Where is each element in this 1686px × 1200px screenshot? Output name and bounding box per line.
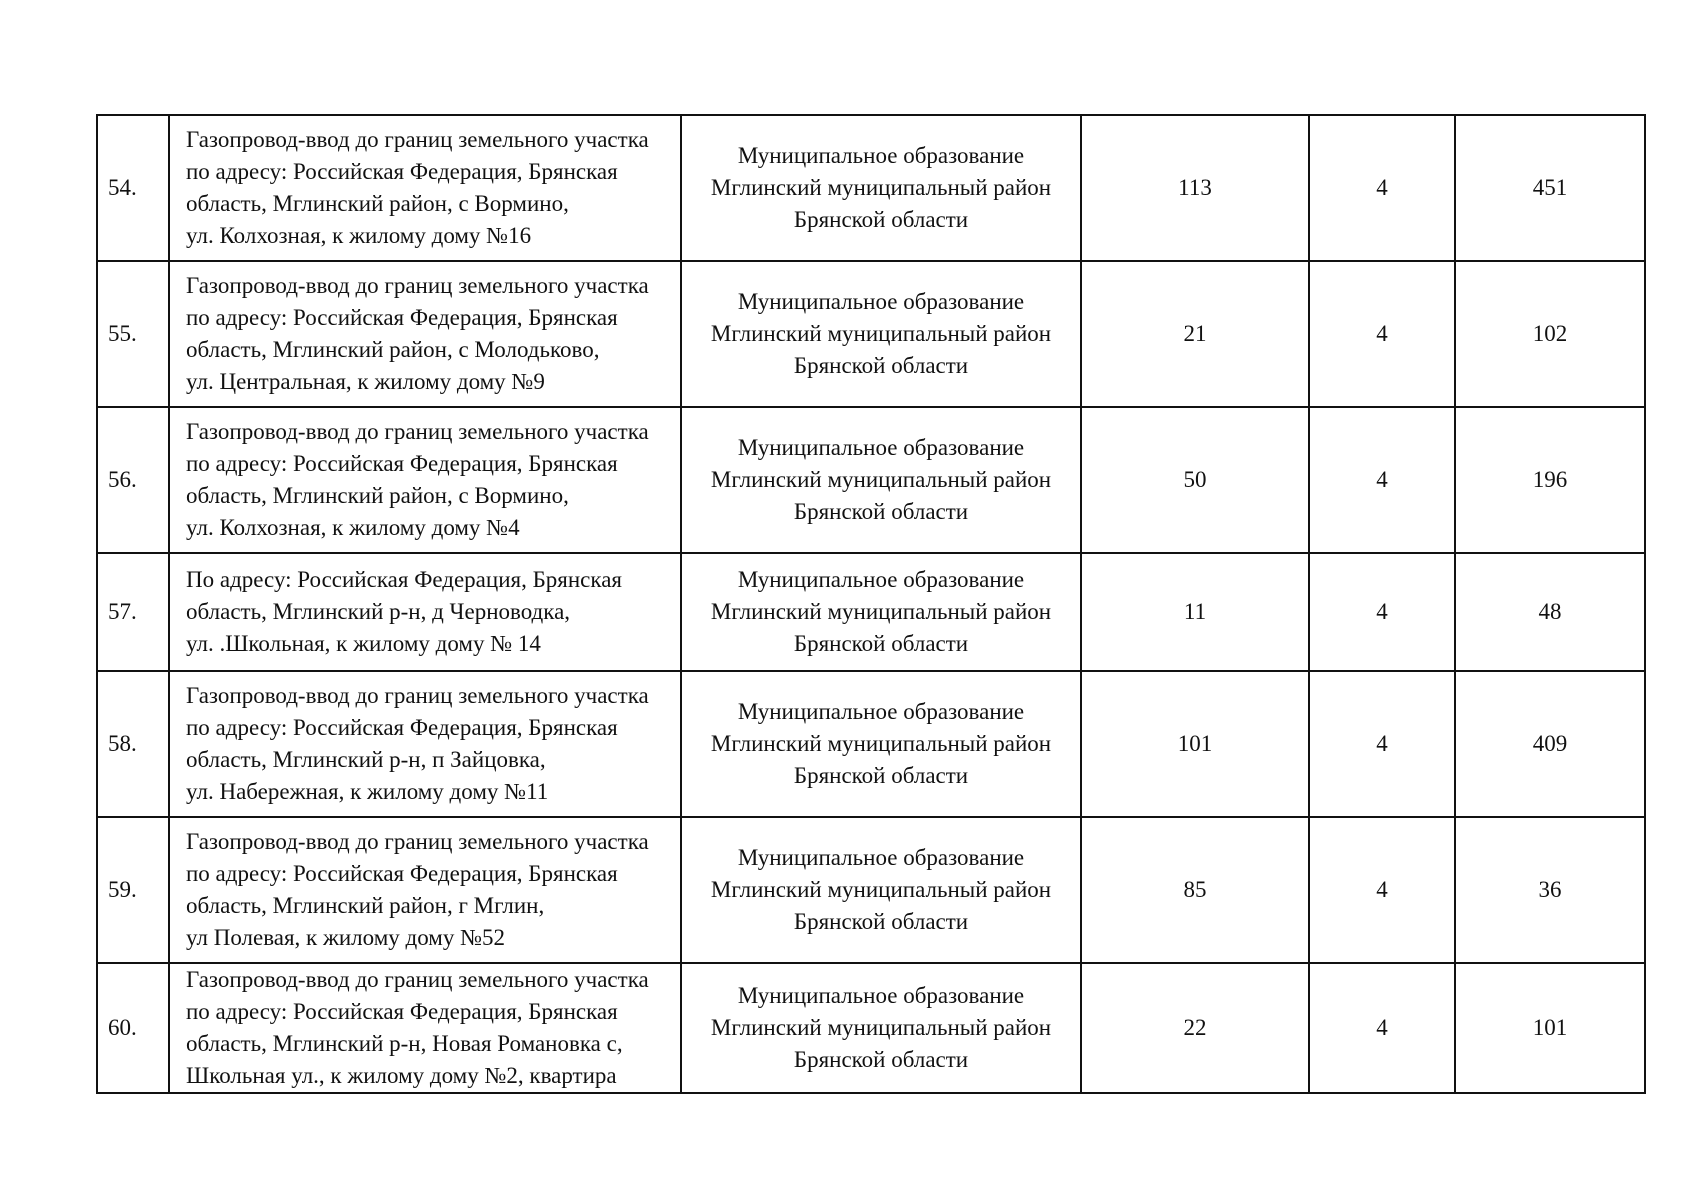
owner-cell	[681, 671, 1081, 817]
owner-line: Муниципальное образование	[737, 567, 1025, 592]
registry-table	[96, 114, 1646, 1094]
description-line: Газопровод-ввод до границ земельного участка	[186, 127, 649, 152]
value-cell-2: 4	[1309, 963, 1455, 1093]
owner-cell	[681, 261, 1081, 407]
owner-line: Муниципальное образование	[737, 435, 1025, 460]
value-cell-2: 4	[1309, 671, 1455, 817]
owner-line: Брянской области	[793, 207, 969, 232]
value-cell-2: 4	[1309, 115, 1455, 261]
description-line: ул. Набережная, к жилому дому №11	[186, 779, 549, 804]
description-line: ул. .Школьная, к жилому дому № 14	[186, 631, 541, 656]
value-cell-2: 4	[1309, 817, 1455, 963]
description-line: по адресу: Российская Федерация, Брянская	[186, 861, 618, 886]
object-description	[169, 553, 681, 671]
description-line: Газопровод-ввод до границ земельного участка	[186, 419, 649, 444]
value-cell-3: 451	[1455, 115, 1645, 261]
row-number: 58.	[97, 671, 169, 817]
row-number: 59.	[97, 817, 169, 963]
row-number: 57.	[97, 553, 169, 671]
description-line: область, Мглинский район, с Вормино,	[186, 483, 569, 508]
owner-line: Мглинский муниципальный район	[710, 175, 1052, 200]
owner-line: Брянской области	[793, 763, 969, 788]
value-cell-2: 4	[1309, 261, 1455, 407]
owner-cell	[681, 553, 1081, 671]
owner-cell	[681, 817, 1081, 963]
value-cell-1: 21	[1081, 261, 1309, 407]
description-line: ул. Колхозная, к жилому дому №16	[186, 223, 532, 248]
row-number: 55.	[97, 261, 169, 407]
description-line: ул. Колхозная, к жилому дому №4	[186, 515, 520, 540]
value-cell-1: 85	[1081, 817, 1309, 963]
row-number: 56.	[97, 407, 169, 553]
description-line: ул Полевая, к жилому дому №52	[186, 925, 506, 950]
description-line: область, Мглинский район, с Вормино,	[186, 191, 569, 216]
description-line: по адресу: Российская Федерация, Брянская	[186, 305, 618, 330]
description-line: Газопровод-ввод до границ земельного участка	[186, 273, 649, 298]
table-row	[97, 817, 1645, 963]
table-row	[97, 115, 1645, 261]
owner-line: Муниципальное образование	[737, 289, 1025, 314]
owner-line: Брянской области	[793, 1047, 969, 1072]
object-description	[169, 407, 681, 553]
object-description	[169, 261, 681, 407]
description-line: по адресу: Российская Федерация, Брянская	[186, 159, 618, 184]
owner-line: Муниципальное образование	[737, 699, 1025, 724]
value-cell-3: 102	[1455, 261, 1645, 407]
table-row	[97, 261, 1645, 407]
owner-line: Брянской области	[793, 631, 969, 656]
owner-cell	[681, 407, 1081, 553]
owner-line: Мглинский муниципальный район	[710, 731, 1052, 756]
value-cell-1: 22	[1081, 963, 1309, 1093]
value-cell-1: 101	[1081, 671, 1309, 817]
description-line: Школьная ул., к жилому дому №2, квартира	[186, 1063, 617, 1088]
owner-line: Брянской области	[793, 353, 969, 378]
description-line: по адресу: Российская Федерация, Брянская	[186, 715, 618, 740]
value-cell-3: 48	[1455, 553, 1645, 671]
description-line: Газопровод-ввод до границ земельного участка	[186, 683, 649, 708]
owner-line: Муниципальное образование	[737, 845, 1025, 870]
value-cell-3: 409	[1455, 671, 1645, 817]
description-line: область, Мглинский район, с Молодьково,	[186, 337, 600, 362]
object-description	[169, 115, 681, 261]
object-description	[169, 817, 681, 963]
owner-line: Муниципальное образование	[737, 983, 1025, 1008]
description-line: По адресу: Российская Федерация, Брянская	[186, 567, 623, 592]
description-line: Газопровод-ввод до границ земельного участка	[186, 967, 649, 992]
description-line: по адресу: Российская Федерация, Брянская	[186, 451, 618, 476]
value-cell-2: 4	[1309, 407, 1455, 553]
description-line: по адресу: Российская Федерация, Брянская	[186, 999, 618, 1024]
owner-line: Мглинский муниципальный район	[710, 1015, 1052, 1040]
owner-line: Мглинский муниципальный район	[710, 321, 1052, 346]
value-cell-3: 196	[1455, 407, 1645, 553]
object-description	[169, 671, 681, 817]
description-line: область, Мглинский р-н, д Черноводка,	[186, 599, 571, 624]
value-cell-1: 113	[1081, 115, 1309, 261]
row-number: 60.	[97, 963, 169, 1093]
owner-line: Мглинский муниципальный район	[710, 467, 1052, 492]
owner-line: Брянской области	[793, 499, 969, 524]
row-number: 54.	[97, 115, 169, 261]
owner-line: Мглинский муниципальный район	[710, 877, 1052, 902]
owner-cell	[681, 963, 1081, 1093]
description-line: область, Мглинский р-н, п Зайцовка,	[186, 747, 546, 772]
table-row	[97, 407, 1645, 553]
object-description	[169, 963, 681, 1093]
value-cell-3: 36	[1455, 817, 1645, 963]
owner-line: Мглинский муниципальный район	[710, 599, 1052, 624]
table-row	[97, 553, 1645, 671]
description-line: Газопровод-ввод до границ земельного участка	[186, 829, 649, 854]
value-cell-3: 101	[1455, 963, 1645, 1093]
description-line: область, Мглинский р-н, Новая Романовка с,	[186, 1031, 623, 1056]
description-line: ул. Центральная, к жилому дому №9	[186, 369, 545, 394]
value-cell-1: 11	[1081, 553, 1309, 671]
description-line: область, Мглинский район, г Мглин,	[186, 893, 545, 918]
value-cell-2: 4	[1309, 553, 1455, 671]
table-row	[97, 671, 1645, 817]
owner-line: Муниципальное образование	[737, 143, 1025, 168]
owner-line: Брянской области	[793, 909, 969, 934]
value-cell-1: 50	[1081, 407, 1309, 553]
table-row	[97, 963, 1645, 1093]
owner-cell	[681, 115, 1081, 261]
